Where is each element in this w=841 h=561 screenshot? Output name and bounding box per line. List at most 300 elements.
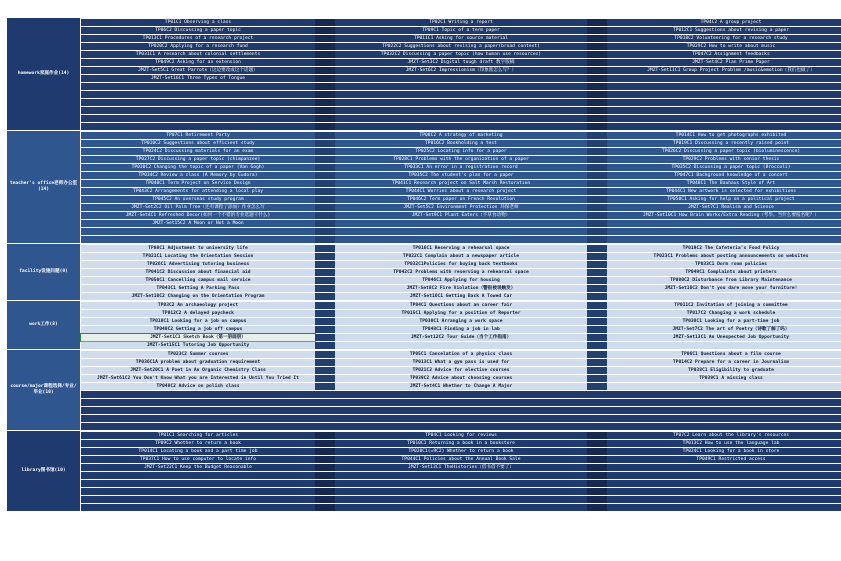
table-cell[interactable] xyxy=(607,342,841,349)
table-cell[interactable]: TP023C1 Problems about posting announcements on websites xyxy=(607,253,841,260)
table-cell[interactable]: TP02C1 Writing a report xyxy=(335,19,587,26)
spacer-cell[interactable] xyxy=(315,302,335,309)
table-cell[interactable]: TP032C2 Discussing a paper topic (how human use resources) xyxy=(335,51,587,58)
spacer-cell[interactable] xyxy=(587,302,607,309)
table-cell[interactable]: JMZT-Set10C2 Changing on the Orientation Program xyxy=(81,293,315,300)
spacer-cell[interactable] xyxy=(587,132,607,139)
spacer-cell[interactable] xyxy=(315,172,335,179)
table-cell[interactable]: TP026C1 Advertising tutoring business xyxy=(81,261,315,268)
spacer-cell[interactable] xyxy=(315,156,335,163)
table-cell[interactable]: TP019C2 The Cafeteria's Food Policy xyxy=(607,245,841,252)
table-cell[interactable]: TP080C2 Disturbance from Library Maintenance xyxy=(607,277,841,284)
table-cell[interactable] xyxy=(607,407,841,414)
spacer-cell[interactable] xyxy=(315,75,335,82)
table-cell[interactable] xyxy=(335,236,587,243)
table-cell[interactable]: TP044C1 Policies about the Annual Book Sale xyxy=(335,456,587,463)
spacer-cell[interactable] xyxy=(587,318,607,325)
spacer-cell[interactable] xyxy=(315,359,335,366)
table-cell[interactable]: TP027C2 Discussing a paper topic (chimpanzee) xyxy=(81,156,315,163)
table-cell[interactable] xyxy=(335,407,587,414)
table-cell[interactable]: TP015C1 Applying for a position of Reporter xyxy=(335,310,587,317)
table-cell[interactable] xyxy=(607,220,841,227)
table-cell[interactable]: TP08C2 A strategy of marketing xyxy=(335,132,587,139)
spacer-cell[interactable] xyxy=(315,391,335,398)
spacer-cell[interactable] xyxy=(315,212,335,219)
table-cell[interactable]: TP013C1 Procedures of a research project xyxy=(81,35,315,42)
table-cell[interactable]: TP048C1 The Bauhaus Style of Art xyxy=(607,180,841,187)
table-cell[interactable]: JMZT-Set2C2 Oil Palm Tree（还有课程了添加）作业怎么写 xyxy=(81,204,315,211)
table-cell[interactable] xyxy=(607,488,841,495)
spacer-cell[interactable] xyxy=(315,188,335,195)
table-cell[interactable]: TP05C1 Cancelation of a physics class xyxy=(335,351,587,358)
table-cell[interactable] xyxy=(607,472,841,479)
table-cell[interactable]: TP036C1A problem about graduation requirement xyxy=(81,359,315,366)
table-cell[interactable] xyxy=(81,488,315,495)
table-cell[interactable] xyxy=(335,480,587,487)
spacer-cell[interactable] xyxy=(587,496,607,503)
spacer-cell[interactable] xyxy=(587,261,607,268)
spacer-cell[interactable] xyxy=(315,415,335,422)
table-cell[interactable] xyxy=(81,99,315,106)
table-cell[interactable]: JMZT-Set5C1 Great Parrots（这边要改成这个话题） xyxy=(81,67,315,74)
category-label[interactable]: facility设施问题(9) xyxy=(7,244,81,300)
table-cell[interactable] xyxy=(335,391,587,398)
spacer-cell[interactable] xyxy=(587,220,607,227)
table-cell[interactable]: JMZT-Set7C2 The art of Poetry（诗歌了解了吗） xyxy=(607,326,841,333)
table-cell[interactable] xyxy=(607,107,841,114)
spacer-cell[interactable] xyxy=(315,132,335,139)
table-cell[interactable] xyxy=(81,496,315,503)
table-cell[interactable]: TP031C1 A research about colonial settlements xyxy=(81,51,315,58)
table-cell[interactable]: JMZT-Set3C2 Digital tough draft 数字版稿 xyxy=(335,59,587,66)
spacer-cell[interactable] xyxy=(587,310,607,317)
table-cell[interactable]: JMZT-Set22C1 Keep the Budget Reasonable xyxy=(81,464,315,471)
spacer-cell[interactable] xyxy=(587,375,607,382)
spacer-cell[interactable] xyxy=(587,27,607,34)
table-cell[interactable]: TP012C2 A delayed paycheck xyxy=(81,310,315,317)
table-cell[interactable]: TP04C2 A group project xyxy=(607,19,841,26)
table-cell[interactable] xyxy=(607,415,841,422)
spacer-cell[interactable] xyxy=(315,180,335,187)
table-cell[interactable]: TP037C1 How to use computer to locate info xyxy=(81,456,315,463)
spacer-cell[interactable] xyxy=(315,253,335,260)
table-cell[interactable]: TP023C2 Summer courses xyxy=(81,351,315,358)
table-cell[interactable]: TP022C1 Complain about a newspaper article xyxy=(335,253,587,260)
table-cell[interactable]: TP011C1 Asking for source material xyxy=(335,35,587,42)
spacer-cell[interactable] xyxy=(315,367,335,374)
table-cell[interactable]: TP047C1 Background knowledge of a concert xyxy=(607,172,841,179)
spacer-cell[interactable] xyxy=(315,51,335,58)
table-cell[interactable] xyxy=(335,123,587,130)
table-cell[interactable] xyxy=(607,504,841,511)
spacer-cell[interactable] xyxy=(587,115,607,122)
table-cell[interactable]: TP013C2 How to use the language lab xyxy=(607,440,841,447)
table-cell[interactable] xyxy=(81,423,315,430)
table-cell[interactable]: TP029C2 How to write about music xyxy=(607,43,841,50)
table-cell[interactable]: JMZT-Set15C2 A Moon or Not a Moon xyxy=(81,220,315,227)
spacer-cell[interactable] xyxy=(587,196,607,203)
table-cell[interactable]: TP016C1 Reserving a rehearsal space xyxy=(335,245,587,252)
spacer-cell[interactable] xyxy=(587,212,607,219)
table-cell[interactable]: TP04C1 Questions about an career fair xyxy=(335,302,587,309)
table-cell[interactable]: TP038C1 Looking for a part-time job xyxy=(607,318,841,325)
table-cell[interactable]: JMZT-Set8C2 Fire Violation（警报被误触发） xyxy=(335,285,587,292)
spacer-cell[interactable] xyxy=(315,245,335,252)
spacer-cell[interactable] xyxy=(315,334,335,341)
table-cell[interactable]: TP014C2 Prepare for a career in Journalism xyxy=(607,359,841,366)
table-cell[interactable]: TP08C1 Adjustment to university life xyxy=(81,245,315,252)
spacer-cell[interactable] xyxy=(315,464,335,471)
table-cell[interactable]: TP043C2 Arrangements for attending a local play xyxy=(81,188,315,195)
spacer-cell[interactable] xyxy=(587,51,607,58)
spacer-cell[interactable] xyxy=(315,43,335,50)
table-cell[interactable] xyxy=(81,228,315,235)
table-cell[interactable] xyxy=(335,496,587,503)
table-cell[interactable]: TP049C1 Restricted access xyxy=(607,456,841,463)
spacer-cell[interactable] xyxy=(587,228,607,235)
table-cell[interactable]: JMZT-Set11C1 Group Project Problem /music&emotion（我们也做了） xyxy=(607,67,841,74)
spacer-cell[interactable] xyxy=(587,448,607,455)
spacer-cell[interactable] xyxy=(315,115,335,122)
table-cell[interactable] xyxy=(81,115,315,122)
table-cell[interactable] xyxy=(335,423,587,430)
spacer-cell[interactable] xyxy=(587,188,607,195)
spacer-cell[interactable] xyxy=(587,91,607,98)
table-cell[interactable] xyxy=(335,488,587,495)
spacer-cell[interactable] xyxy=(315,496,335,503)
table-cell[interactable]: JMZT-Set10C1 How Brain Works/Extra Reading（考毕。当什么要报名呢？） xyxy=(607,212,841,219)
spacer-cell[interactable] xyxy=(315,383,335,390)
table-cell[interactable]: JMZT-Set15C1 Tutoring Job Opportunity xyxy=(81,342,315,349)
table-cell[interactable]: TP035C2 Discussing a paper topic (Broccoli) xyxy=(607,164,841,171)
table-cell[interactable] xyxy=(335,107,587,114)
table-cell[interactable]: TP024C2 Discussing materials for an exam xyxy=(81,148,315,155)
table-cell[interactable]: TP022C2 Suggestions about revising a paper(broad context) xyxy=(335,43,587,50)
table-cell[interactable]: TP028C1 Problems with the organization of a paper xyxy=(335,156,587,163)
table-cell[interactable] xyxy=(607,91,841,98)
spacer-cell[interactable] xyxy=(315,140,335,147)
spacer-cell[interactable] xyxy=(587,359,607,366)
spacer-cell[interactable] xyxy=(315,448,335,455)
category-label[interactable]: library图书馆(10) xyxy=(7,431,81,511)
spacer-cell[interactable] xyxy=(587,351,607,358)
table-cell[interactable] xyxy=(335,342,587,349)
table-cell[interactable]: JMZT-Set4C2 Plan Prime Paper xyxy=(607,59,841,66)
table-cell[interactable] xyxy=(81,504,315,511)
table-cell[interactable]: TP046C1 Applying for housing xyxy=(335,277,587,284)
spacer-cell[interactable] xyxy=(587,67,607,74)
table-cell[interactable]: TP047C2 Assignment feedbacks xyxy=(607,51,841,58)
spacer-cell[interactable] xyxy=(587,269,607,276)
spacer-cell[interactable] xyxy=(315,326,335,333)
table-cell[interactable]: TP010C2 Suggestions about efficient study xyxy=(81,140,315,147)
spacer-cell[interactable] xyxy=(587,464,607,471)
table-cell[interactable]: TP045C2 An overseas study program xyxy=(81,196,315,203)
table-cell[interactable]: TP018C2 Volunteering for a research study xyxy=(607,35,841,42)
table-cell[interactable] xyxy=(81,399,315,406)
spacer-cell[interactable] xyxy=(587,334,607,341)
table-cell[interactable]: TP032C1Policies for buying back textbooks xyxy=(335,261,587,268)
spacer-cell[interactable] xyxy=(587,383,607,390)
spacer-cell[interactable] xyxy=(587,35,607,42)
spacer-cell[interactable] xyxy=(315,310,335,317)
category-label[interactable]: homework家庭作业(14) xyxy=(7,18,81,130)
table-cell[interactable]: JMZT-Set20C1 A Poet in An Organic Chemistry Class xyxy=(81,367,315,374)
table-cell[interactable] xyxy=(81,472,315,479)
table-cell[interactable] xyxy=(607,75,841,82)
table-cell[interactable] xyxy=(335,399,587,406)
table-cell[interactable]: JMZT-Set6C2 Impressionism（印象派怎么写？） xyxy=(335,67,587,74)
spacer-cell[interactable] xyxy=(587,172,607,179)
spacer-cell[interactable] xyxy=(587,236,607,243)
spacer-cell[interactable] xyxy=(315,83,335,90)
table-cell[interactable]: TP043C1 Getting A Parking Pass xyxy=(81,285,315,292)
table-cell[interactable]: JMZT-Set4C1 Refreshed Decor(如何一个不错的专业选题干什么) xyxy=(81,212,315,219)
table-cell[interactable] xyxy=(335,228,587,235)
table-cell[interactable]: TP050C1 Asking for help on a political project xyxy=(607,196,841,203)
spacer-cell[interactable] xyxy=(315,480,335,487)
spacer-cell[interactable] xyxy=(587,83,607,90)
spacer-cell[interactable] xyxy=(315,407,335,414)
table-cell[interactable]: TP014C1 Locating a book and a part time job xyxy=(81,448,315,455)
table-cell[interactable]: TP048C2 Advice on polish class xyxy=(81,383,315,390)
spacer-cell[interactable] xyxy=(587,156,607,163)
table-cell[interactable]: TP09C1 Topic of a term paper xyxy=(335,27,587,34)
spacer-cell[interactable] xyxy=(315,236,335,243)
spacer-cell[interactable] xyxy=(315,220,335,227)
spacer-cell[interactable] xyxy=(315,456,335,463)
spacer-cell[interactable] xyxy=(315,293,335,300)
table-cell[interactable]: TP033C1 An error in a registration record xyxy=(335,164,587,171)
table-cell[interactable] xyxy=(335,220,587,227)
spacer-cell[interactable] xyxy=(587,293,607,300)
table-cell[interactable]: TP044C1 Worries about a research project xyxy=(335,188,587,195)
table-cell[interactable]: TP041C2 Discussion about financial aid xyxy=(81,269,315,276)
table-cell[interactable] xyxy=(335,75,587,82)
spacer-cell[interactable] xyxy=(315,423,335,430)
table-cell[interactable]: JMZT-Set13C1 An Unexpected Job Opportunity xyxy=(607,334,841,341)
table-cell[interactable]: TP01C1 Searching for articles xyxy=(81,432,315,439)
spacer-cell[interactable] xyxy=(315,196,335,203)
spacer-cell[interactable] xyxy=(315,277,335,284)
table-cell[interactable] xyxy=(607,399,841,406)
table-cell[interactable]: TP06C2 Discussing a paper topic xyxy=(81,27,315,34)
spacer-cell[interactable] xyxy=(315,269,335,276)
spacer-cell[interactable] xyxy=(315,35,335,42)
spacer-cell[interactable] xyxy=(315,488,335,495)
table-cell[interactable]: JMZT-Set61C2 You Don't Know What you are Interested in Until You Tried It xyxy=(81,375,315,382)
table-cell[interactable] xyxy=(607,480,841,487)
table-cell[interactable] xyxy=(81,107,315,114)
table-cell[interactable]: JMZT-Set7C1 Realism and Science xyxy=(607,204,841,211)
table-cell[interactable]: TP026C2 Discussing a paper topic (bioluminescence) xyxy=(607,148,841,155)
table-cell[interactable]: TP049C1 Complaints about printers xyxy=(607,269,841,276)
spacer-cell[interactable] xyxy=(587,164,607,171)
table-cell[interactable] xyxy=(335,99,587,106)
spacer-cell[interactable] xyxy=(587,75,607,82)
table-cell[interactable]: TP04C1 Looking for reviews xyxy=(335,432,587,439)
spacer-cell[interactable] xyxy=(587,407,607,414)
category-label[interactable]: teacher's office老师办公室(14) xyxy=(7,131,81,243)
table-cell[interactable]: TP019C1 Discussing a recently raised point xyxy=(607,140,841,147)
table-cell[interactable] xyxy=(81,480,315,487)
spacer-cell[interactable] xyxy=(587,326,607,333)
table-cell[interactable]: TP030C1 Arranging a work space xyxy=(335,318,587,325)
table-cell[interactable]: JMZT-Set4C1 Whether to Change A Major xyxy=(335,383,587,390)
table-cell[interactable]: TP046C2 Term paper on French Revolution xyxy=(335,196,587,203)
table-cell[interactable]: TP01C1 Observing a class xyxy=(81,19,315,26)
table-cell[interactable]: TP039C2 Advice about choosing courses xyxy=(335,375,587,382)
table-cell[interactable] xyxy=(335,91,587,98)
table-cell[interactable]: TP048C1 Finding a job in lab xyxy=(335,326,587,333)
table-cell[interactable] xyxy=(607,391,841,398)
spacer-cell[interactable] xyxy=(315,318,335,325)
table-cell[interactable] xyxy=(607,99,841,106)
spacer-cell[interactable] xyxy=(587,480,607,487)
table-cell[interactable] xyxy=(607,496,841,503)
spacer-cell[interactable] xyxy=(587,456,607,463)
table-cell[interactable]: TP029C2 Problems with senior thesis xyxy=(607,156,841,163)
table-cell[interactable]: TP044C1 New artwork is selected for exhibitions xyxy=(607,188,841,195)
spacer-cell[interactable] xyxy=(587,123,607,130)
table-cell[interactable]: TP07C2 Learn about the library's resources xyxy=(607,432,841,439)
table-cell[interactable]: TP020C1(=9C2) Whether to return a book xyxy=(335,448,587,455)
table-cell[interactable]: TP033C1 Dorm room policies xyxy=(607,261,841,268)
table-cell[interactable]: TP040C2 Getting a job off campus xyxy=(81,326,315,333)
table-cell[interactable]: TP017C2 Changing a work schedule xyxy=(607,310,841,317)
table-cell[interactable]: TP012C1 Suggestions about revising a paper xyxy=(607,27,841,34)
table-cell[interactable]: TP03C2 An archaeology project xyxy=(81,302,315,309)
table-cell[interactable] xyxy=(335,115,587,122)
spacer-cell[interactable] xyxy=(315,261,335,268)
table-cell[interactable]: TP050C1 Cancelling campus mail service xyxy=(81,277,315,284)
table-cell[interactable] xyxy=(607,83,841,90)
table-cell[interactable]: JMZT-Set16C2 Don't you dare move your furniture! xyxy=(607,285,841,292)
table-cell[interactable] xyxy=(607,464,841,471)
spacer-cell[interactable] xyxy=(315,432,335,439)
table-cell[interactable]: JMZT-Set5C2 Environment Protection 环保老师 xyxy=(335,204,587,211)
table-cell[interactable]: TP020C2 Applying for a research fund xyxy=(81,43,315,50)
spacer-cell[interactable] xyxy=(587,342,607,349)
spacer-cell[interactable] xyxy=(587,253,607,260)
spacer-cell[interactable] xyxy=(315,123,335,130)
spacer-cell[interactable] xyxy=(315,228,335,235)
spacer-cell[interactable] xyxy=(587,399,607,406)
table-cell[interactable] xyxy=(607,236,841,243)
spacer-cell[interactable] xyxy=(315,27,335,34)
table-cell[interactable] xyxy=(335,504,587,511)
table-cell[interactable]: JMZT-Set12C2 Tour Guide（当个工作指南） xyxy=(335,334,587,341)
table-cell[interactable]: TP041C1 Research project on Salt Marsh Restoration xyxy=(335,180,587,187)
spacer-cell[interactable] xyxy=(315,67,335,74)
table-cell[interactable]: TP010C1 Returning a book in a bookstore xyxy=(335,440,587,447)
table-cell[interactable]: TP025C2 Locating info for a paper xyxy=(335,148,587,155)
spacer-cell[interactable] xyxy=(587,504,607,511)
spacer-cell[interactable] xyxy=(587,285,607,292)
table-cell[interactable]: JMZT-Set16C1 Getting Back A Towed Car xyxy=(335,293,587,300)
table-cell[interactable]: TP049C2 Asking for an extension xyxy=(81,59,315,66)
spacer-cell[interactable] xyxy=(315,91,335,98)
table-cell[interactable] xyxy=(335,83,587,90)
table-cell[interactable]: TP06C1 Questions about a film course xyxy=(607,351,841,358)
table-cell[interactable] xyxy=(81,391,315,398)
spacer-cell[interactable] xyxy=(587,180,607,187)
table-cell[interactable]: TP021C1 Locating the Orientation Session xyxy=(81,253,315,260)
table-cell[interactable] xyxy=(81,415,315,422)
spacer-cell[interactable] xyxy=(315,107,335,114)
spacer-cell[interactable] xyxy=(315,148,335,155)
table-cell[interactable]: TP042C2 Problems with reserving a rehearsal space xyxy=(335,269,587,276)
table-cell[interactable] xyxy=(607,423,841,430)
table-cell[interactable] xyxy=(81,83,315,90)
spacer-cell[interactable] xyxy=(315,59,335,66)
table-cell[interactable]: TP021C2 Advice for elective courses xyxy=(335,367,587,374)
spacer-cell[interactable] xyxy=(587,59,607,66)
spacer-cell[interactable] xyxy=(587,43,607,50)
category-label[interactable]: course/major课程选择/专业/毕业(10) xyxy=(7,350,81,430)
spacer-cell[interactable] xyxy=(315,342,335,349)
spacer-cell[interactable] xyxy=(587,277,607,284)
spacer-cell[interactable] xyxy=(587,415,607,422)
spacer-cell[interactable] xyxy=(315,351,335,358)
table-cell[interactable]: TP016C2 Bookholding a test xyxy=(335,140,587,147)
table-cell[interactable]: TP030C2 Changing the topic of a paper (Van Gogh) xyxy=(81,164,315,171)
spacer-cell[interactable] xyxy=(587,367,607,374)
table-cell[interactable]: TP035C2 The student's plan for a paper xyxy=(335,172,587,179)
table-cell[interactable] xyxy=(335,472,587,479)
spacer-cell[interactable] xyxy=(587,99,607,106)
table-cell[interactable] xyxy=(81,236,315,243)
table-cell[interactable] xyxy=(335,415,587,422)
table-cell[interactable]: TP011C2 Invitation of joining a committee xyxy=(607,302,841,309)
table-cell[interactable]: TP024C1 Looking for a book in store xyxy=(607,448,841,455)
spacer-cell[interactable] xyxy=(587,472,607,479)
table-cell[interactable]: JMZT-Set16C1 Three Types of Tongue xyxy=(81,75,315,82)
table-cell[interactable]: TP014C1 How to get photographs exhibited xyxy=(607,132,841,139)
spacer-cell[interactable] xyxy=(587,140,607,147)
table-cell[interactable]: TP039C1 A missing class xyxy=(607,375,841,382)
table-cell[interactable]: JMZT-Set13C1 TheHistories（借书借不要了） xyxy=(335,464,587,471)
spacer-cell[interactable] xyxy=(587,19,607,26)
table-cell[interactable]: TP040C1 Term Project on Service Design xyxy=(81,180,315,187)
table-cell[interactable] xyxy=(607,293,841,300)
spacer-cell[interactable] xyxy=(315,399,335,406)
spacer-cell[interactable] xyxy=(315,204,335,211)
spacer-cell[interactable] xyxy=(587,107,607,114)
table-cell[interactable] xyxy=(607,123,841,130)
category-label[interactable]: work工作(8) xyxy=(7,301,81,349)
table-cell[interactable] xyxy=(607,115,841,122)
table-cell[interactable] xyxy=(81,123,315,130)
table-cell[interactable]: JMZT-Set9C1 Plant Eaters（不草食动物） xyxy=(335,212,587,219)
spacer-cell[interactable] xyxy=(315,375,335,382)
spacer-cell[interactable] xyxy=(315,19,335,26)
spacer-cell[interactable] xyxy=(587,423,607,430)
spacer-cell[interactable] xyxy=(315,99,335,106)
table-cell[interactable]: JMZT-Set1C1 Sketch Book（第一册画册） xyxy=(81,334,315,341)
spacer-cell[interactable] xyxy=(587,391,607,398)
spacer-cell[interactable] xyxy=(315,164,335,171)
table-cell[interactable]: TP034C2 Review a class (A Memory by Eudora) xyxy=(81,172,315,179)
spacer-cell[interactable] xyxy=(315,285,335,292)
table-cell[interactable]: TP013C1 What a gym pass is used for xyxy=(335,359,587,366)
spacer-cell[interactable] xyxy=(587,245,607,252)
table-cell[interactable]: TP018C1 Looking for a job on campus xyxy=(81,318,315,325)
table-cell[interactable]: TP038C1 Eligibility to graduate xyxy=(607,367,841,374)
spacer-cell[interactable] xyxy=(315,472,335,479)
spacer-cell[interactable] xyxy=(587,432,607,439)
spacer-cell[interactable] xyxy=(587,204,607,211)
